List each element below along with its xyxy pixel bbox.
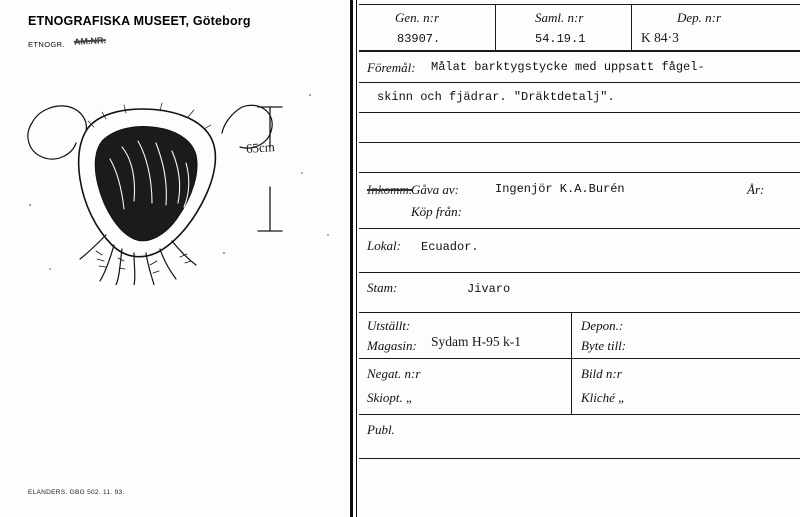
dep-nr-value[interactable]: K 84·3 <box>641 30 679 45</box>
rule-negat-bottom <box>359 414 800 415</box>
rule-foremal-3 <box>359 142 800 143</box>
utstallt-label: Utställt: <box>367 318 411 333</box>
rule-foremal-1 <box>359 82 800 83</box>
foremal-label: Föremål: <box>367 60 416 75</box>
depon-label: Depon.: <box>581 318 624 333</box>
magasin-label: Magasin: <box>367 338 417 353</box>
rule-lokal-bottom <box>359 272 800 273</box>
rule-foremal-2 <box>359 112 800 113</box>
saml-nr-value[interactable]: 54.19.1 <box>535 32 586 46</box>
printer-credit: ELANDERS. GBG 502. 11. 93. <box>28 489 125 496</box>
negat-label: Negat. n:r <box>367 366 421 381</box>
kliche-label: Kliché „ <box>581 390 626 405</box>
rule-publ-bottom <box>359 458 800 459</box>
gen-nr-label: Gen. n:r <box>395 10 440 25</box>
card-spine-thick <box>350 0 353 517</box>
skiopt-label: Skiopt. „ <box>367 390 414 405</box>
gen-nr-value[interactable]: 83907. <box>397 32 441 46</box>
lokal-label: Lokal: <box>367 238 401 253</box>
rule-acq-bottom <box>359 228 800 229</box>
dep-nr-label: Dep. n:r <box>677 10 722 25</box>
etnogr-stamp-number: AM.NR. <box>73 35 107 47</box>
gava-label: Gåva av: <box>411 182 460 197</box>
publ-label: Publ. <box>367 422 395 437</box>
gava-value[interactable]: Ingenjör K.A.Burén <box>495 182 625 196</box>
magasin-value[interactable]: Sydam H-95 k-1 <box>431 334 521 349</box>
object-drawing <box>10 55 340 285</box>
foremal-line-2[interactable]: skinn och fjädrar. "Dräktdetalj". <box>377 90 615 104</box>
stam-label: Stam: <box>367 280 398 295</box>
rule-negat-v <box>571 358 572 414</box>
catalogue-form <box>359 0 800 517</box>
rule-utstallt-v <box>571 312 572 358</box>
card-spine-thin <box>356 0 357 517</box>
foremal-line-1[interactable]: Målat barktygstycke med uppsatt fågel- <box>431 60 705 74</box>
ar-label: År: <box>747 182 765 197</box>
rule-header-v2 <box>631 4 632 50</box>
scale-annotation: 65cm <box>245 139 276 156</box>
rule-stam-bottom <box>359 312 800 313</box>
rule-utstallt-bottom <box>359 358 800 359</box>
kop-fran-label: Köp från: <box>411 204 462 219</box>
etnogr-label: ETNOGR. <box>28 40 65 49</box>
museum-title: ETNOGRAFISKA MUSEET, Göteborg <box>28 14 251 28</box>
left-panel <box>0 0 348 517</box>
rule-foremal-4 <box>359 172 800 173</box>
stam-value[interactable]: Jivaro <box>467 282 511 296</box>
bild-label: Bild n:r <box>581 366 622 381</box>
rule-top <box>359 4 800 5</box>
byte-till-label: Byte till: <box>581 338 627 353</box>
rule-header-bottom <box>359 50 800 52</box>
saml-nr-label: Saml. n:r <box>535 10 584 25</box>
inkommen-label-struck: Inkomm. <box>367 182 413 197</box>
lokal-value[interactable]: Ecuador. <box>421 240 479 254</box>
rule-header-v1 <box>495 4 496 50</box>
